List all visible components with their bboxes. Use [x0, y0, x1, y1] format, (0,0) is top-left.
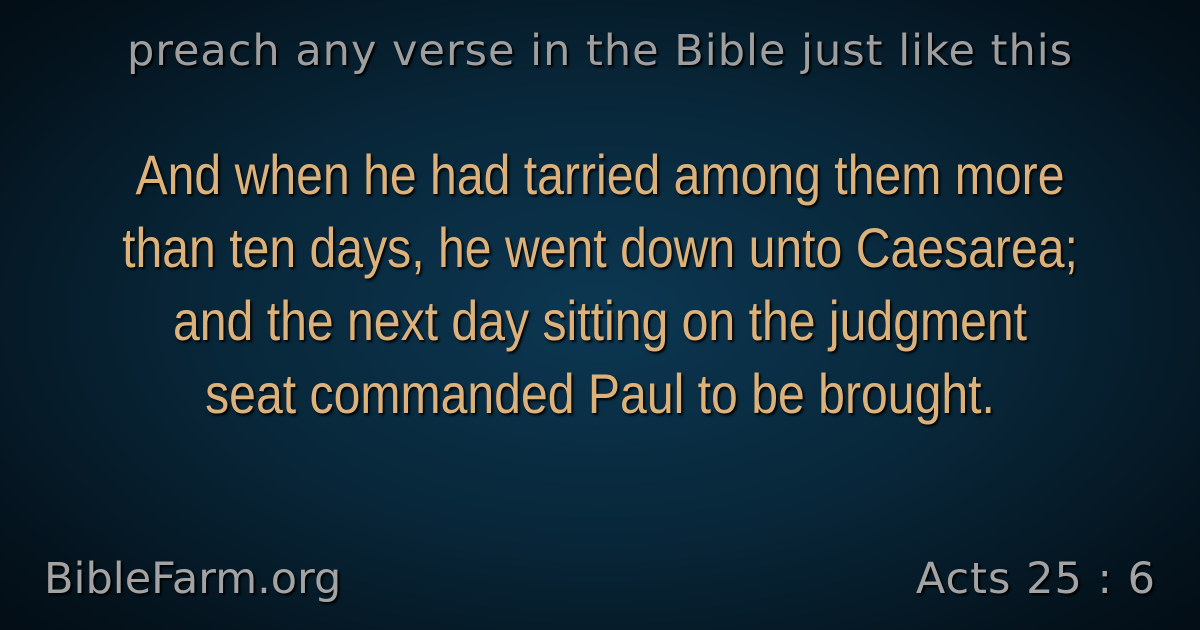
site-name: BibleFarm.org — [44, 554, 342, 604]
verse-line: seat commanded Paul to be brought. — [205, 362, 995, 425]
verse-line: And when he had tarried among them more — [135, 143, 1065, 206]
verse-reference: Acts 25 : 6 — [915, 554, 1156, 604]
verse-text — [40, 138, 1160, 430]
tagline: preach any verse in the Bible just like this — [126, 26, 1074, 76]
verse-line: and the next day sitting on the judgment — [172, 289, 1028, 352]
verse-line: than ten days, he went down unto Caesarea; — [122, 216, 1078, 279]
